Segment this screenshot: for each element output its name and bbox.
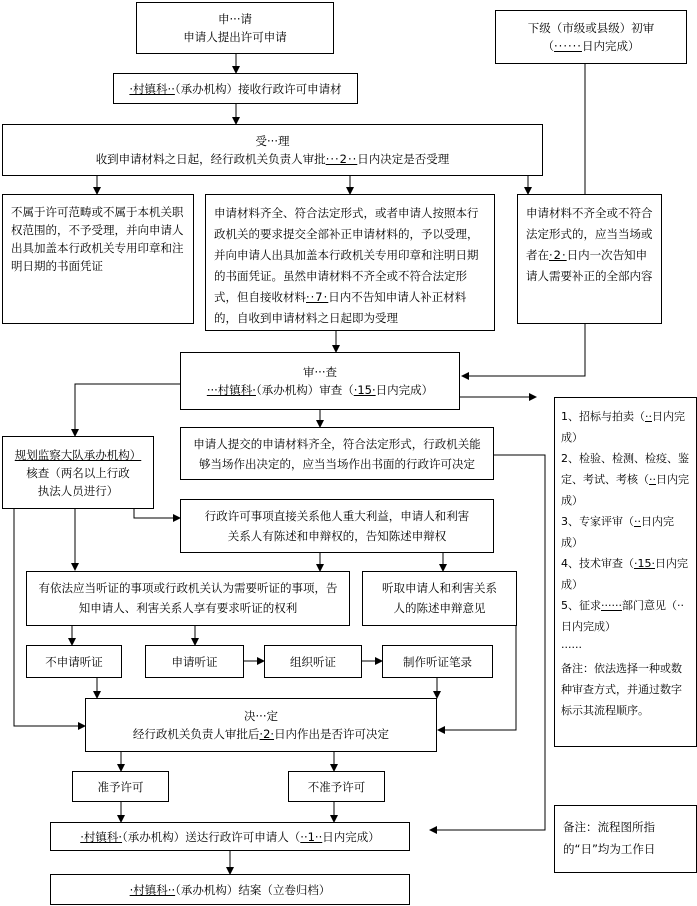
onsite-text: 申请人提交的申请材料齐全，符合法定形式，行政机关能够当场作出决定的，应当当场作出书面的行政许可决定 [193, 437, 481, 471]
hearing-record-label: 制作听证笔录 [403, 654, 472, 669]
statement-box [362, 571, 517, 626]
hearing-record-box [382, 645, 493, 678]
method-item: 3、专家评审（··日内完成） [561, 515, 674, 549]
inspect-org: 规划监察大队承办机构） [14, 447, 142, 462]
approve-label: 准予许可 [97, 779, 144, 794]
no-hearing-box [26, 645, 122, 678]
incomplete-box [517, 194, 662, 324]
lower-review-line1: 下级（市级或县级）初审 [527, 21, 655, 35]
accept-title: 受···理 [255, 134, 290, 148]
decide-title: 决···定 [244, 709, 278, 723]
receive-text: ·村镇科··（承办机构）接收行政许可申请材 [129, 81, 342, 96]
complete-box [205, 194, 495, 331]
close-text: ·村镇科··（承办机构）结案（立卷归档） [129, 882, 331, 897]
decide-desc: 经行政机关负责人审批后·2·日内作出是否许可决定 [132, 727, 390, 741]
hearing-notice-box [26, 571, 350, 626]
review-methods-box [554, 397, 697, 747]
inspect-line2: 核查（两名以上行政 [26, 465, 130, 480]
receive-box [113, 73, 358, 104]
methods-ellipsis: ······ [561, 641, 582, 654]
apply-desc: 申请人提出许可申请 [183, 30, 287, 44]
close-box [50, 874, 410, 905]
inspect-line3: 执法人员进行） [37, 483, 119, 498]
interest-box [180, 499, 494, 553]
deliver-text: ·村镇科·（承办机构）送达行政许可申请人（··1··日内完成） [80, 829, 380, 844]
method-item: 2、检验、检测、检疫、鉴定、考试、考核（··日内完成） [561, 452, 689, 507]
incomplete-text: 申请材料不齐全或不符合法定形式的，应当当场或者在·2·日内一次告知申请人需要补正的全部内容 [526, 206, 653, 283]
approve-box [72, 771, 169, 802]
hearing-notice-text: 有依法应当听证的事项或行政机关认为需要听证的事项，告知申请人、利害关系人享有要求听证的权利 [38, 581, 338, 615]
interest-text: 行政许可事项直接关系他人重大利益，申请人和利害关系人有陈述和申辩权的，告知陈述申辩权 [204, 509, 470, 543]
apply-box [136, 2, 334, 54]
accept-box [2, 124, 543, 176]
statement-text: 听取申请人和利害关系人的陈述申辩意见 [382, 581, 497, 615]
deny-label: 不准予许可 [307, 779, 366, 794]
apply-hearing-label: 申请听证 [171, 654, 218, 669]
deliver-box [50, 822, 410, 851]
organize-hearing-box [264, 645, 362, 678]
method-item: 4、技术审查（·15·日内完成） [561, 557, 688, 591]
arrow-review-inspect [75, 384, 180, 436]
deny-box [288, 771, 385, 802]
methods-note: 备注：依法选择一种或数种审查方式，并通过数字标示其流程顺序。 [561, 662, 682, 717]
review-title: 审···查 [303, 365, 337, 379]
not-in-scope-box [2, 194, 194, 324]
not-in-scope-text: 不属于许可范畴或不属于本机关职权范围的，不予受理，并向申请人出具加盖本行政机关专用印章和注明日期的书面凭证 [11, 205, 184, 273]
day-note-box [554, 805, 697, 873]
method-item: 5、征求······部门意见（··日内完成） [561, 599, 684, 633]
onsite-box [180, 427, 494, 480]
lower-review-line2: （······日内完成） [542, 39, 640, 53]
review-box [180, 352, 460, 410]
apply-title: 申···请 [218, 12, 252, 26]
organize-hearing-label: 组织听证 [290, 654, 336, 669]
apply-hearing-box [145, 645, 244, 678]
lower-review-box [495, 10, 687, 64]
complete-text: 申请材料齐全、符合法定形式，或者申请人按照本行政机关的要求提交全部补正申请材料的，予以受理，并向申请人出具加盖本行政机关专用印章和注明日期的书面凭证。虽然申请材料不齐全或不符合法定形式，但自接收材料··7·日内不告知申请人补正材料的，自收到申请材料之日起即为受理 [214, 206, 479, 325]
no-hearing-label: 不申请听证 [45, 654, 103, 669]
decide-box [85, 698, 437, 752]
review-desc: ···村镇科·（承办机构）审查（·15·日内完成） [206, 383, 434, 397]
method-item: 1、招标与拍卖（··日内完成） [561, 410, 685, 444]
day-note-text: 备注：流程图所指的“日”均为工作日 [563, 820, 656, 856]
arrow-statement-decide [438, 626, 516, 730]
accept-desc: 收到申请材料之日起，经行政机关负责人审批···2··日内决定是否受理 [95, 152, 450, 166]
inspect-box [2, 436, 154, 509]
